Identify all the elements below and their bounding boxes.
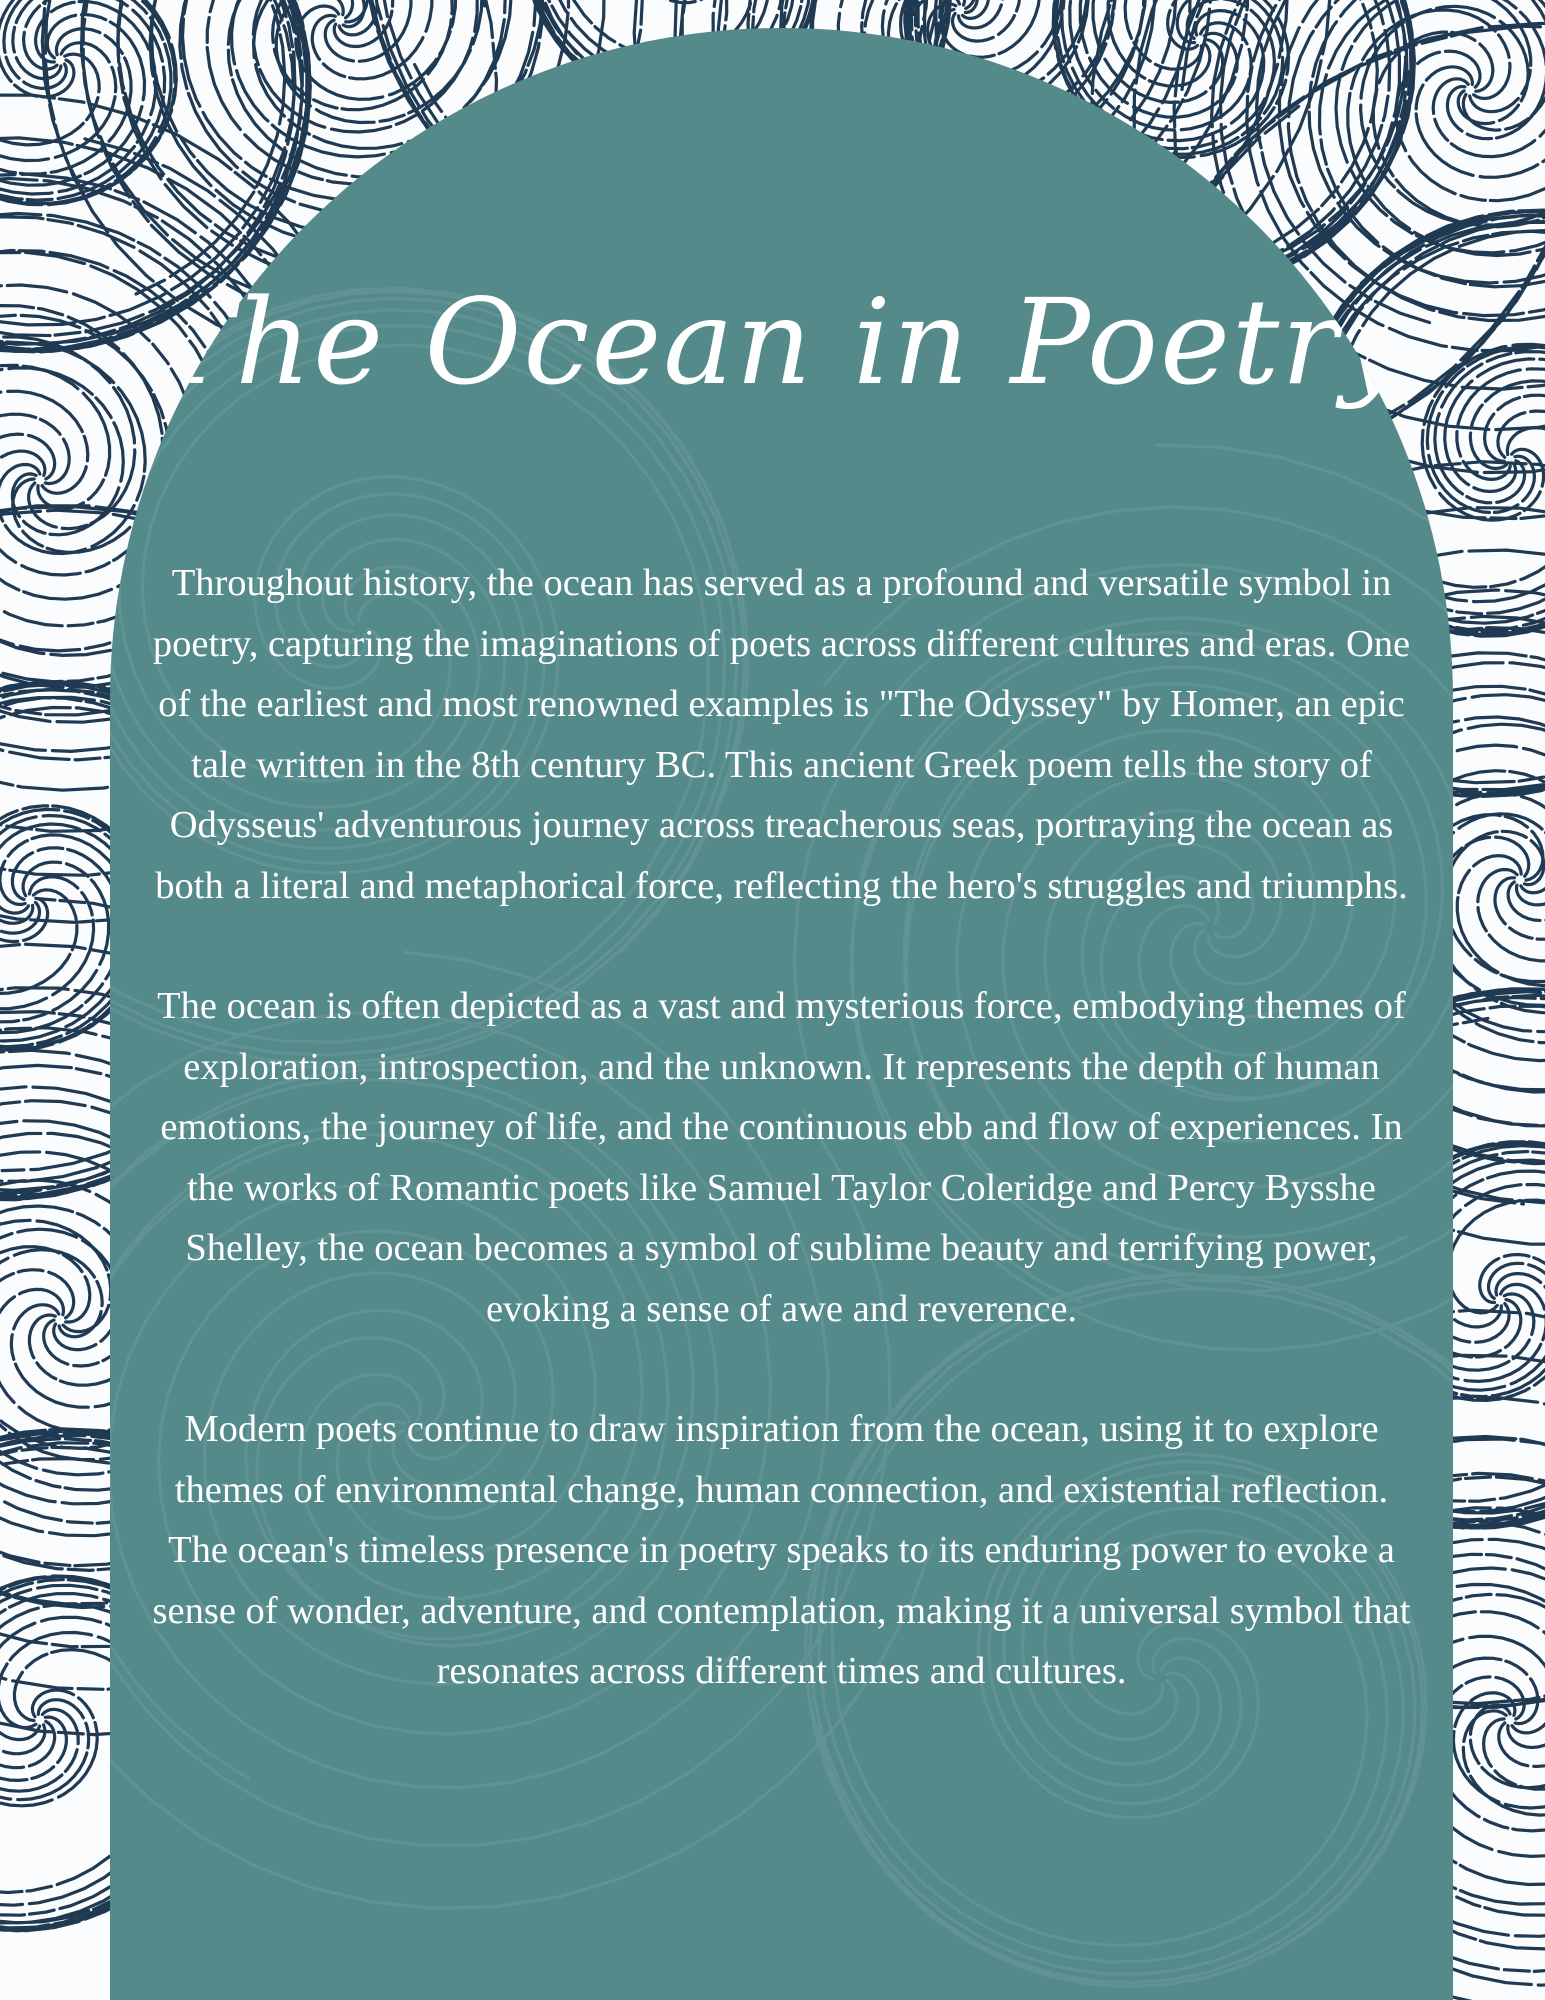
body-text	[150, 553, 1413, 1762]
paragraph-1: Throughout history, the ocean has served as a profound and versatile symbol in poetry, capturing the imaginations of poets across different cultures and eras. One of the earliest and most renowned examples is "The Odyssey" by Homer, an epic tale written in the 8th century BC. This ancient Greek poem tells the story of Odysseus' adventurous journey across treacherous seas, portraying the ocean as both a literal and metaphorical force, reflecting the hero's struggles and triumphs.	[152, 562, 1411, 907]
paragraph-3: Modern poets continue to draw inspiration from the ocean, using it to explore themes of environmental change, human connection, and existential reflection. The ocean's timeless presence in poetry speaks to its enduring power to evoke a sense of wonder, adventure, and contemplation, making it a universal symbol that resonates across different times and cultures.	[152, 1408, 1411, 1692]
paragraph-2: The ocean is often depicted as a vast and mysterious force, embodying themes of exploration, introspection, and the unknown. It represents the depth of human emotions, the journey of life, and the continuous ebb and flow of experiences. In the works of Romantic poets like Samuel Taylor Coleridge and Percy Bysshe Shelley, the ocean becomes a symbol of sublime beauty and terrifying power, evoking a sense of awe and reverence.	[157, 985, 1406, 1330]
page-title: The Ocean in Poetry	[154, 273, 1409, 411]
arch-panel	[110, 28, 1453, 2000]
